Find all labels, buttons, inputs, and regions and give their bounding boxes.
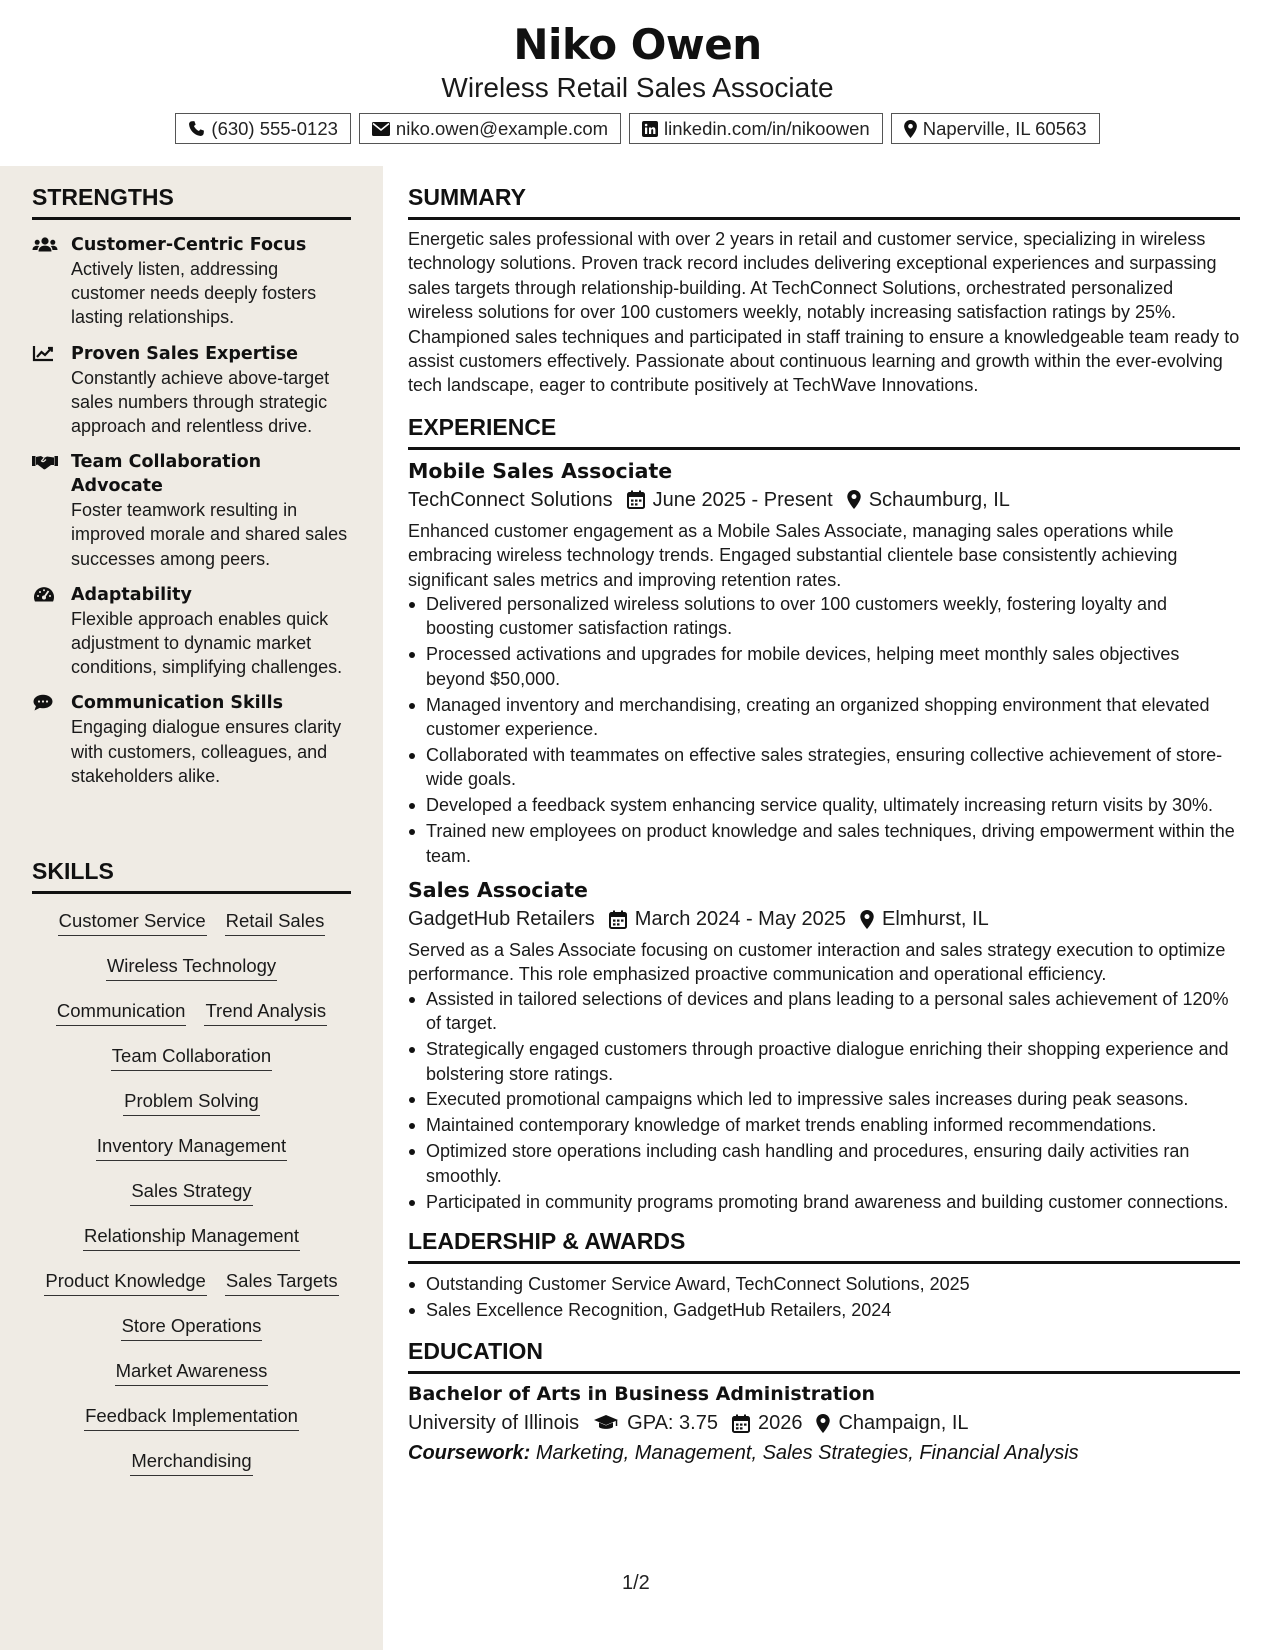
job-title: Sales Associate — [408, 878, 588, 903]
skills-section — [0, 858, 383, 1493]
skill-tag: Product Knowledge — [44, 1268, 206, 1296]
main-content — [408, 166, 1240, 1468]
users-icon — [32, 236, 58, 254]
contact-email[interactable] — [359, 113, 621, 144]
job-entry — [408, 457, 1240, 868]
skill-row — [0, 1358, 383, 1403]
strength-item — [32, 691, 351, 788]
job-dates: March 2024 - May 2025 — [634, 908, 847, 931]
graduation-cap-icon — [593, 1414, 619, 1432]
skill-tag: Merchandising — [130, 1448, 252, 1476]
contact-email-text: niko.owen@example.com — [395, 117, 609, 139]
skill-row — [0, 998, 383, 1043]
chart-line-icon — [32, 345, 58, 363]
skill-tag: Problem Solving — [123, 1088, 260, 1116]
job-bullet: Managed inventory and merchandising, creating an organized shopping environment that elevated customer experience. — [408, 693, 1240, 742]
skill-tag: Customer Service — [58, 908, 207, 936]
strength-title: Adaptability — [71, 584, 192, 605]
calendar-icon — [609, 910, 627, 929]
summary-section — [408, 184, 1240, 398]
job-meta — [408, 904, 1240, 934]
summary-heading: SUMMARY — [408, 184, 1240, 220]
skill-tag: Feedback Implementation — [84, 1403, 299, 1431]
job-bullet: Assisted in tailored selections of devices and plans leading to a personal sales achievement of 120% of target. — [408, 987, 1240, 1036]
strength-item — [32, 342, 351, 439]
skills-list — [0, 908, 383, 1493]
skill-row — [0, 1223, 383, 1268]
education-degree: Bachelor of Arts in Business Administration — [408, 1383, 876, 1406]
strength-item — [32, 233, 351, 330]
job-bullet: Collaborated with teammates on effective sales strategies, ensuring collective achievement of store-wide goals. — [408, 743, 1240, 792]
strength-title: Customer-Centric Focus — [71, 235, 307, 255]
comments-icon — [32, 694, 58, 712]
skill-row — [0, 1178, 383, 1223]
education-coursework — [408, 1438, 1240, 1468]
map-pin-icon — [847, 490, 861, 509]
skill-row — [0, 1043, 383, 1088]
job-bullet: Developed a feedback system enhancing service quality, ultimately increasing return visits by 30%. — [408, 793, 1240, 817]
skill-row — [0, 1133, 383, 1178]
job-meta — [408, 485, 1240, 515]
coursework-list: Marketing, Management, Sales Strategies, Financial Analysis — [535, 1442, 1079, 1465]
candidate-name: Niko Owen — [513, 20, 762, 69]
education-location: Champaign, IL — [838, 1412, 969, 1435]
skill-tag: Store Operations — [121, 1313, 263, 1341]
strength-title: Communication Skills — [71, 693, 284, 714]
gauge-icon — [32, 586, 58, 604]
map-pin-icon — [860, 910, 874, 929]
job-title: Mobile Sales Associate — [408, 458, 673, 483]
experience-heading: EXPERIENCE — [408, 414, 1240, 450]
skills-heading: SKILLS — [32, 858, 351, 894]
skill-row — [0, 1313, 383, 1358]
job-bullet: Maintained contemporary knowledge of market trends enabling informed recommendations. — [408, 1113, 1240, 1137]
skill-tag: Sales Targets — [225, 1268, 339, 1296]
skill-tag: Wireless Technology — [106, 953, 277, 981]
skill-tag: Retail Sales — [225, 908, 326, 936]
education-heading: EDUCATION — [408, 1338, 1240, 1374]
linkedin-icon — [642, 121, 658, 137]
education-gpa: GPA: 3.75 — [627, 1412, 718, 1435]
map-pin-icon — [904, 120, 917, 138]
job-dates: June 2025 - Present — [652, 488, 833, 511]
page-number: 1/2 — [622, 1572, 650, 1594]
awards-heading: LEADERSHIP & AWARDS — [408, 1228, 1240, 1264]
job-bullet: Executed promotional campaigns which led to impressive sales increases during peak seasons. — [408, 1087, 1240, 1111]
contact-phone[interactable] — [175, 113, 351, 144]
contact-location[interactable] — [891, 113, 1100, 144]
skill-tag: Sales Strategy — [130, 1178, 252, 1206]
strength-description: Flexible approach enables quick adjustment to dynamic market conditions, simplifying challenges. — [71, 608, 343, 678]
skill-row — [0, 1448, 383, 1493]
education-year: 2026 — [757, 1412, 803, 1435]
envelope-icon — [372, 122, 390, 136]
skill-tag: Team Collaboration — [111, 1043, 272, 1071]
job-company: GadgetHub Retailers — [408, 908, 595, 931]
award-item: Sales Excellence Recognition, GadgetHub Retailers, 2024 — [408, 1298, 1240, 1322]
coursework-label: Coursework: — [408, 1442, 531, 1465]
summary-text: Energetic sales professional with over 2 years in retail and customer service, specializing in wireless technology solutions. Proven track record includes delivering exceptional experiences and surpassing sales targets through relationship-building. At TechConnect Solutions, orchestrated personalized wireless solutions for over 100 customers weekly, notably increasing satisfaction ratings by 25%. Championed sales techniques and participated in staff training to ensure a knowledgeable team ready to assist customers effectively. Passionate about continuous learning and growth within the ever-evolving tech landscape, eager to contribute positively at TechWave Innovations. — [408, 229, 1240, 396]
education-meta — [408, 1408, 1240, 1438]
strength-description: Actively listen, addressing customer needs deeply fosters lasting relationships. — [71, 259, 317, 328]
job-bullet: Delivered personalized wireless solutions to over 100 customers weekly, fostering loyalty and boosting customer satisfaction ratings. — [408, 592, 1240, 641]
resume-header — [0, 0, 1275, 166]
job-bullet: Trained new employees on product knowledge and sales techniques, driving empowerment within the team. — [408, 819, 1240, 868]
job-bullets — [408, 592, 1240, 868]
awards-section — [408, 1228, 1240, 1322]
contact-linkedin-text: linkedin.com/in/nikoowen — [664, 117, 870, 139]
job-company: TechConnect Solutions — [408, 488, 613, 511]
job-bullet: Participated in community programs promoting brand awareness and building customer connections. — [408, 1190, 1240, 1214]
sidebar — [0, 166, 383, 1650]
job-location: Elmhurst, IL — [882, 908, 989, 931]
skill-row — [0, 1403, 383, 1448]
job-bullet: Processed activations and upgrades for mobile devices, helping meet monthly sales objectives beyond $50,000. — [408, 642, 1240, 691]
strengths-section — [0, 184, 351, 788]
skill-tag: Relationship Management — [83, 1223, 300, 1251]
phone-icon — [188, 120, 205, 137]
strength-item — [32, 450, 351, 571]
strength-title: Proven Sales Expertise — [71, 343, 299, 364]
strength-description: Engaging dialogue ensures clarity with customers, colleagues, and stakeholders alike. — [71, 717, 342, 786]
strength-description: Foster teamwork resulting in improved morale and shared sales successes among peers. — [71, 500, 348, 569]
skill-row — [0, 1088, 383, 1133]
candidate-title: Wireless Retail Sales Associate — [441, 72, 834, 103]
contact-phone-text: (630) 555-0123 — [211, 117, 338, 139]
education-school: University of Illinois — [408, 1412, 580, 1435]
skill-tag: Inventory Management — [96, 1133, 287, 1161]
skill-tag: Market Awareness — [115, 1358, 269, 1386]
contact-location-text: Naperville, IL 60563 — [922, 117, 1087, 139]
strength-description: Constantly achieve above-target sales numbers through strategic approach and relentless drive. — [71, 367, 330, 437]
job-bullet: Strategically engaged customers through proactive dialogue enriching their shopping experience and bolstering store ratings. — [408, 1037, 1240, 1086]
skill-tag: Trend Analysis — [204, 998, 327, 1026]
job-location: Schaumburg, IL — [868, 488, 1010, 511]
education-section — [408, 1338, 1240, 1468]
job-description: Served as a Sales Associate focusing on customer interaction and sales strategy execution to optimize performance. This role emphasized proactive communication and operational efficiency. — [408, 940, 1226, 985]
skill-row — [0, 1268, 383, 1313]
calendar-icon — [732, 1414, 750, 1433]
skill-row — [0, 953, 383, 998]
skill-row — [0, 908, 383, 953]
calendar-icon — [627, 490, 645, 509]
experience-section — [408, 414, 1240, 1214]
strength-title: Team Collaboration Advocate — [71, 452, 262, 497]
handshake-icon — [32, 453, 58, 471]
award-item: Outstanding Customer Service Award, TechConnect Solutions, 2025 — [408, 1272, 1240, 1296]
contact-bar — [0, 113, 1275, 144]
awards-list — [408, 1272, 1240, 1322]
job-bullets — [408, 987, 1240, 1214]
strength-item — [32, 583, 351, 680]
job-bullet: Optimized store operations including cash handling and procedures, ensuring daily activities ran smoothly. — [408, 1139, 1240, 1188]
contact-linkedin[interactable] — [629, 113, 883, 144]
job-entry — [408, 876, 1240, 1214]
strengths-heading: STRENGTHS — [32, 184, 351, 220]
skill-tag: Communication — [56, 998, 187, 1026]
map-pin-icon — [816, 1414, 830, 1433]
job-description: Enhanced customer engagement as a Mobile Sales Associate, managing sales operations while embracing wireless technology trends. Engaged substantial clientele base consistently achieving significant sales metrics and improving retention rates. — [408, 520, 1178, 590]
